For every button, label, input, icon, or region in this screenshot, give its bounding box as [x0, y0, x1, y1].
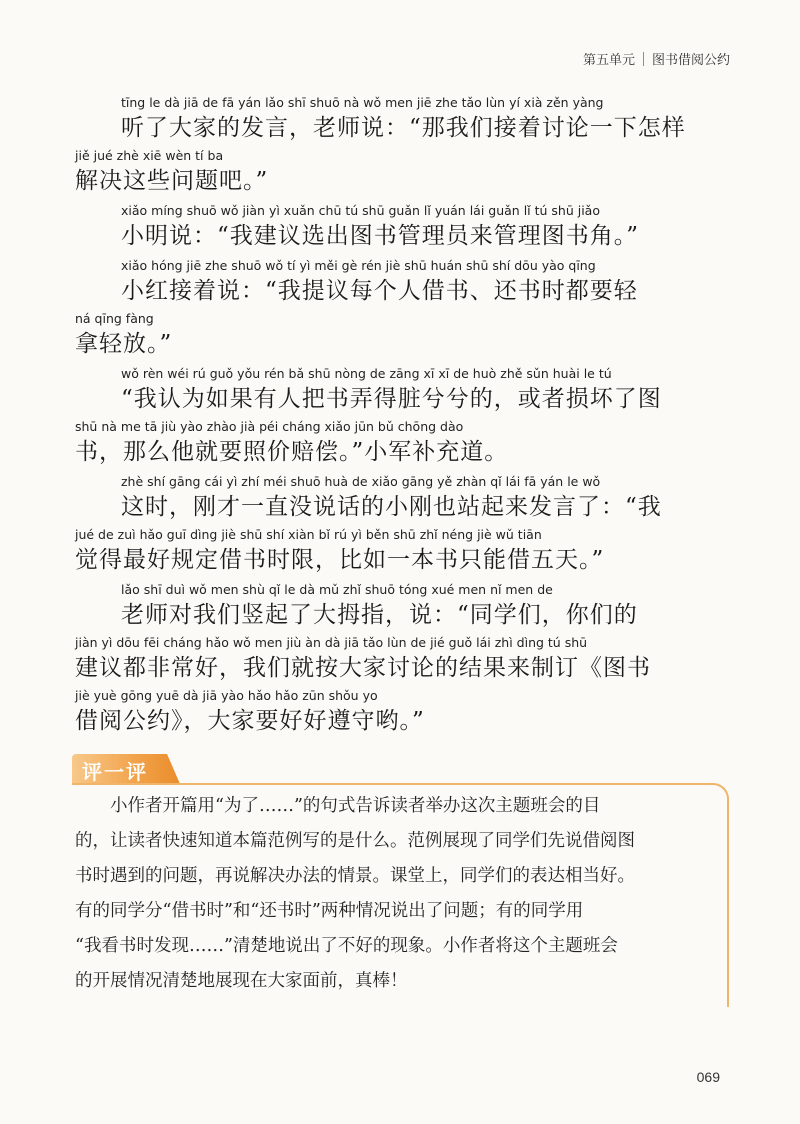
pinyin-line: jiě jué zhè xiē wèn tí ba [75, 148, 224, 163]
story-line [75, 257, 725, 310]
pinyin-line: tīng le dà jiā de fā yán lǎo shī shuō nà wǒ men jiē zhe tǎo lùn yí xià zěn yàng [121, 95, 604, 110]
pinyin-line: xiǎo hóng jiē zhe shuō wǒ tí yì měi gè rén jiè shū huán shū shí dōu yào qīng [121, 258, 596, 273]
unit-label: 第五单元 [582, 53, 635, 68]
hanzi-line: 听了大家的发言，老师说：“那我们接着讨论一下怎样 [121, 115, 686, 141]
comment-line: 的，让读者快速知道本篇范例写的是什么。范例展现了同学们先说借阅图 [75, 831, 635, 851]
story-paragraph [75, 365, 725, 471]
comment-line: 小作者开篇用“为了……”的句式告诉读者举办这次主题班会的目 [75, 796, 601, 816]
story-line [75, 94, 725, 147]
comment-line: “我看书时发现……”清楚地说出了不好的现象。小作者将这个主题班会 [75, 936, 618, 956]
story-line [75, 310, 725, 363]
story-line [75, 202, 725, 255]
story-line [75, 365, 725, 418]
hanzi-line: “我认为如果有人把书弄得脏兮兮的，或者损坏了图 [121, 386, 662, 412]
comment-line: 的开展情况清楚地展现在大家面前，真棒！ [75, 971, 408, 991]
pinyin-line: wǒ rèn wéi rú guǒ yǒu rén bǎ shū nòng de zāng xī xī de huò zhě sǔn huài le tú [121, 366, 612, 381]
pinyin-line: lǎo shī duì wǒ men shù qǐ le dà mǔ zhǐ shuō tóng xué men nǐ men de [121, 582, 553, 597]
hanzi-line: 拿轻放。” [75, 331, 173, 357]
story-paragraph [75, 202, 725, 255]
comment-text [75, 789, 725, 999]
hanzi-line: 老师对我们竖起了大拇指，说：“同学们，你们的 [121, 602, 638, 628]
story-paragraph [75, 94, 725, 200]
story-line [75, 473, 725, 526]
story-line [75, 687, 725, 740]
page-header [583, 49, 730, 68]
pinyin-line: ná qīng fàng [75, 311, 154, 326]
page-number: 069 [696, 1069, 720, 1085]
hanzi-line: 小红接着说：“我提议每个人借书、还书时都要轻 [121, 278, 638, 304]
comment-line: 有的同学分“借书时”和“还书时”两种情况说出了问题；有的同学用 [75, 901, 584, 921]
story-paragraph [75, 257, 725, 363]
story-line [75, 147, 725, 200]
story-line [75, 581, 725, 634]
hanzi-line: 书，那么他就要照价赔偿。”小军补充道。 [75, 439, 509, 465]
story-line [75, 418, 725, 471]
pinyin-line: zhè shí gāng cái yì zhí méi shuō huà de xiǎo gāng yě zhàn qǐ lái fā yán le wǒ [121, 474, 601, 489]
pinyin-line: shū nà me tā jiù yào zhào jià péi cháng xiǎo jūn bǔ chōng dào [75, 419, 464, 434]
hanzi-line: 小明说：“我建议选出图书管理员来管理图书角。” [121, 223, 640, 249]
pinyin-line: jué de zuì hǎo guī dìng jiè shū shí xiàn bǐ rú yì běn shū zhǐ néng jiè wǔ tiān [75, 527, 542, 542]
story-paragraph [75, 581, 725, 740]
hanzi-line: 觉得最好规定借书时限，比如一本书只能借五天。” [75, 547, 605, 573]
pinyin-line: jiè yuè gōng yuē dà jiā yào hǎo hǎo zūn shǒu yo [75, 688, 378, 703]
story-line [75, 634, 725, 687]
chapter-title: 图书借阅公约 [651, 53, 730, 68]
pinyin-line: jiàn yì dōu fēi cháng hǎo wǒ men jiù àn dà jiā tǎo lùn de jié guǒ lái zhì dìng tú shū [75, 635, 588, 650]
comment-section-tab [72, 754, 180, 784]
comment-line: 书时遇到的问题，再说解决办法的情景。课堂上，同学们的表达相当好。 [75, 866, 635, 886]
hanzi-line: 建议都非常好，我们就按大家讨论的结果来制订《图书 [75, 655, 651, 681]
hanzi-line: 解决这些问题吧。” [75, 168, 269, 194]
hanzi-line: 借阅公约》，大家要好好遵守哟。” [75, 708, 425, 734]
story-paragraph [75, 473, 725, 579]
story-line [75, 526, 725, 579]
pinyin-line: xiǎo míng shuō wǒ jiàn yì xuǎn chū tú shū guǎn lǐ yuán lái guǎn lǐ tú shū jiǎo [121, 203, 600, 218]
header-separator [643, 52, 644, 66]
hanzi-line: 这时，刚才一直没说话的小刚也站起来发言了：“我 [121, 494, 662, 520]
story-text [75, 94, 725, 742]
comment-section-title: 评一评 [82, 760, 148, 784]
